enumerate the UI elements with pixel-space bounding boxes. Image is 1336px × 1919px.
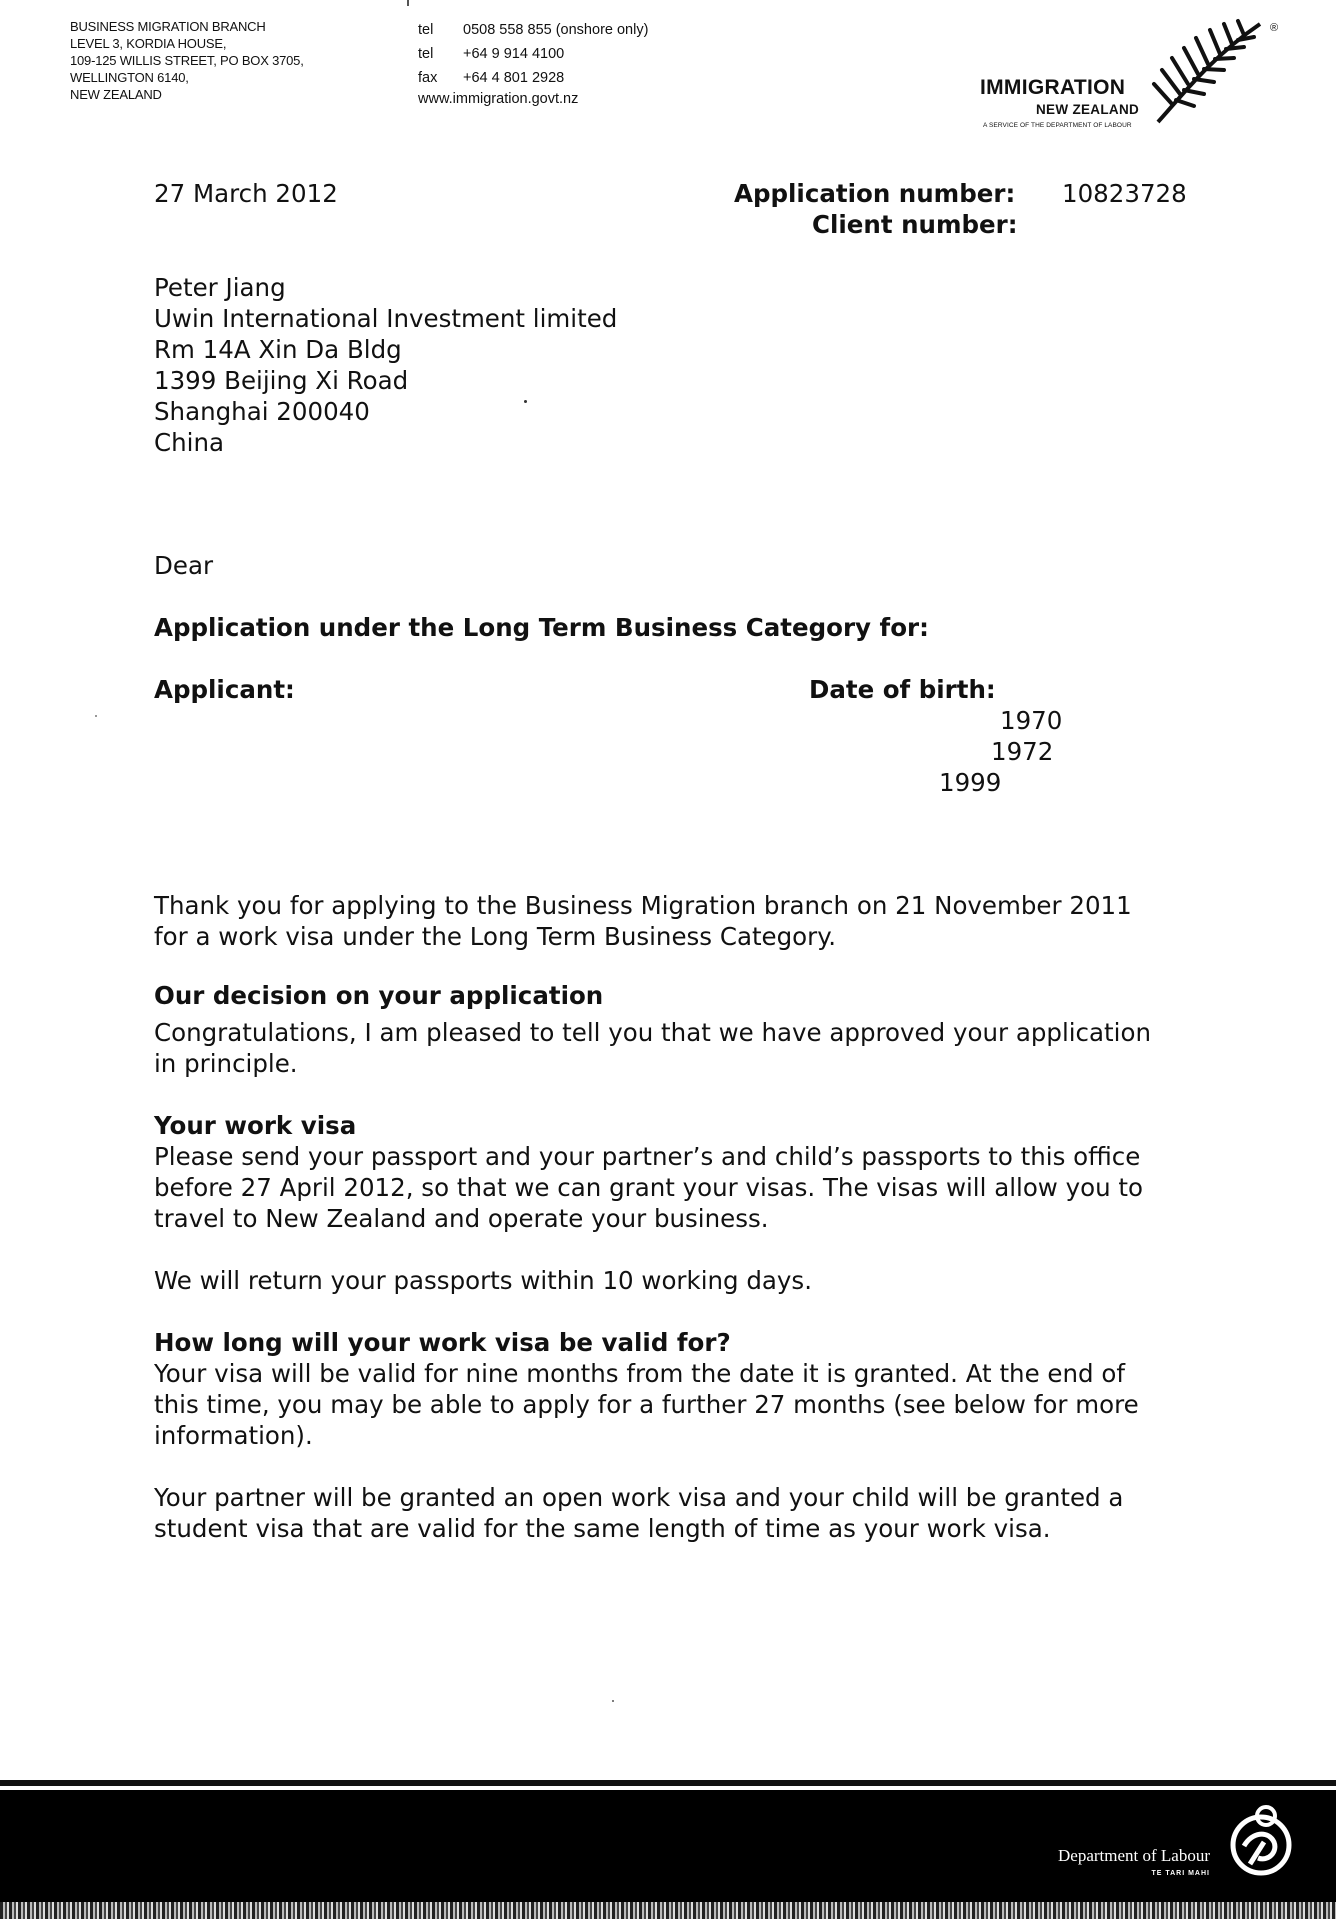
recipient-line: Shanghai 200040: [154, 397, 370, 426]
application-number-label: Application number:: [734, 179, 1016, 208]
contact-label: fax: [418, 70, 438, 86]
paragraph-line: travel to New Zealand and operate your business.: [154, 1204, 769, 1233]
heading-decision: Our decision on your application: [154, 981, 604, 1010]
address-line: BUSINESS MIGRATION BRANCH: [70, 19, 266, 34]
paragraph-line: Please send your passport and your partner’s and child’s passports to this office: [154, 1142, 1141, 1171]
letter-date: 27 March 2012: [154, 179, 338, 208]
contact-row: [418, 66, 648, 90]
scan-speck: [612, 1700, 614, 1702]
contact-value: +64 9 914 4100: [463, 46, 565, 62]
dob-value: 1972: [991, 737, 1054, 766]
paragraph-line: Thank you for applying to the Business Migration branch on 21 November 2011: [154, 891, 1132, 920]
recipient-line: China: [154, 428, 224, 457]
salutation: Dear: [154, 551, 214, 580]
logo-title: IMMIGRATION: [980, 76, 1126, 99]
department-of-labour-logo-icon: [1228, 1802, 1294, 1884]
footer-rule: [0, 1780, 1336, 1786]
paragraph-line: in principle.: [154, 1049, 298, 1078]
logo-subtitle: NEW ZEALAND: [1036, 102, 1140, 117]
scan-mark: [407, 0, 409, 6]
contact-label: tel: [418, 22, 434, 38]
paragraph-line: Your partner will be granted an open work visa and your child will be granted a: [154, 1483, 1124, 1512]
contact-label: tel: [418, 46, 434, 62]
recipient-line: Peter Jiang: [154, 273, 286, 302]
address-line: NEW ZEALAND: [70, 87, 162, 102]
dob-value: 1970: [1000, 706, 1063, 735]
address-line: 109-125 WILLIS STREET, PO BOX 3705,: [70, 53, 304, 68]
logo-tagline: A SERVICE OF THE DEPARTMENT OF LABOUR: [983, 122, 1132, 129]
recipient-address: [154, 272, 617, 458]
scan-speck: [95, 715, 97, 717]
letterhead-address: [70, 18, 304, 103]
paragraph-line: student visa that are valid for the same length of time as your work visa.: [154, 1514, 1051, 1543]
recipient-line: 1399 Beijing Xi Road: [154, 366, 409, 395]
recipient-line: Uwin International Investment limited: [154, 304, 618, 333]
paragraph-decision: [154, 1017, 1214, 1079]
heading-work-visa: Your work visa: [154, 1111, 357, 1140]
client-number-label: Client number:: [812, 210, 1018, 239]
applicant-label: Applicant:: [154, 675, 295, 704]
immigration-nz-logo: [980, 16, 1290, 136]
paragraph-line: before 27 April 2012, so that we can grant your visas. The visas will allow you to: [154, 1173, 1144, 1202]
registered-mark: ®: [1270, 22, 1279, 34]
letterhead-contacts: [418, 18, 648, 114]
paragraph-line: this time, you may be able to apply for a further 27 months (see below for more: [154, 1390, 1139, 1419]
contact-row: [418, 18, 648, 42]
footer-bar: [0, 1790, 1336, 1902]
footer-scan-noise: [0, 1902, 1336, 1919]
paragraph-line: Congratulations, I am pleased to tell you that we have approved your application: [154, 1018, 1151, 1047]
address-line: WELLINGTON 6140,: [70, 70, 189, 85]
paragraph-partner: [154, 1482, 1214, 1544]
contact-row: [418, 42, 648, 66]
dob-value: 1999: [939, 768, 1002, 797]
dob-label: Date of birth:: [809, 675, 996, 704]
address-line: LEVEL 3, KORDIA HOUSE,: [70, 36, 227, 51]
subject-line: Application under the Long Term Business Category for:: [154, 613, 929, 642]
contact-value: +64 4 801 2928: [463, 70, 565, 86]
silver-fern-icon: [1150, 18, 1265, 128]
paragraph-return: We will return your passports within 10 working days.: [154, 1266, 812, 1295]
department-maori-name: TE TARI MAHI: [1151, 1870, 1210, 1877]
paragraph-thanks: [154, 890, 1214, 952]
paragraph-line: information).: [154, 1421, 313, 1450]
website-link[interactable]: www.immigration.govt.nz: [418, 91, 579, 107]
paragraph-work-visa: [154, 1141, 1214, 1234]
application-number: 10823728: [1062, 179, 1187, 208]
recipient-line: Rm 14A Xin Da Bldg: [154, 335, 402, 364]
paragraph-line: for a work visa under the Long Term Business Category.: [154, 922, 837, 951]
contact-value: 0508 558 855 (onshore only): [463, 22, 649, 38]
heading-validity: How long will your work visa be valid for?: [154, 1328, 731, 1357]
department-name: Department of Labour: [1058, 1846, 1210, 1865]
paragraph-validity: [154, 1358, 1214, 1451]
paragraph-line: Your visa will be valid for nine months from the date it is granted. At the end of: [154, 1359, 1125, 1388]
